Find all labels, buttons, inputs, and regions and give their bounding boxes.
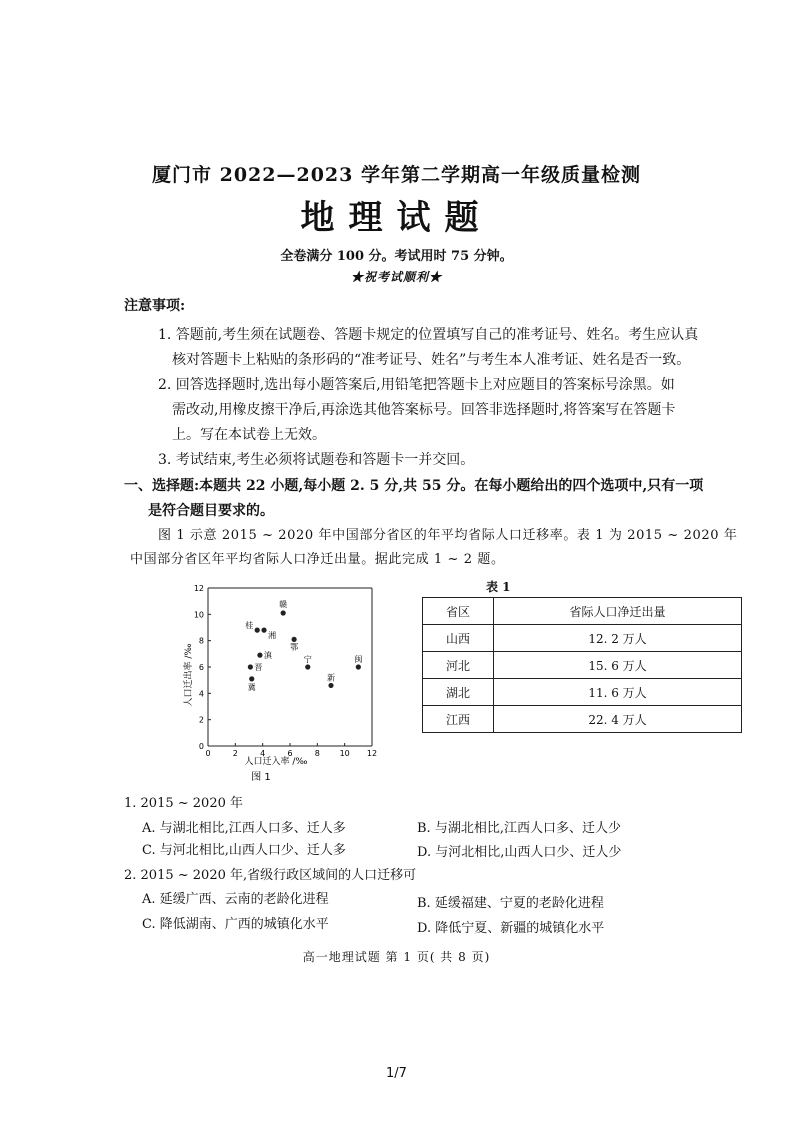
x-tick-label: 2: [232, 749, 238, 758]
point-label: 鄂: [290, 642, 299, 652]
point-label: 宁: [303, 655, 312, 664]
notice-line: 需改动,用橡皮擦干净后,再涂选其他答案标号。回答非选择题时,将答案写在答题卡: [172, 402, 676, 418]
table-cell: 河北: [423, 652, 494, 679]
good-luck-line: ★祝考试顺利★: [350, 270, 442, 284]
table-row: [423, 679, 742, 706]
table-cell: 12. 2 万人: [494, 625, 742, 652]
exam-info: 全卷满分 100 分。考试用时 75 分钟。: [280, 249, 513, 264]
notice-heading: 注意事项:: [124, 298, 186, 314]
question-1-option-a[interactable]: A. 与湖北相比,江西人口多、迁人多: [142, 821, 346, 836]
question-1-option-d[interactable]: D. 与河北相比,山西人口少、迁人少: [417, 845, 622, 860]
question-2-stem: 2. 2015 ~ 2020 年,省级行政区域间的人口迁移可: [124, 868, 417, 883]
table-header-cell: 省际人口净迁出量: [494, 598, 742, 625]
exam-title: 厦门市 2022—2023 学年第二学期高一年级质量检测: [152, 164, 641, 186]
point-label: 湘: [268, 631, 277, 641]
y-tick-label: 2: [198, 715, 204, 725]
x-tick-label: 10: [339, 749, 350, 758]
scatter-point: [248, 664, 253, 669]
section-heading-cont: 是符合题目要求的。: [148, 503, 274, 519]
y-tick-label: 6: [198, 663, 204, 672]
table-1: [422, 597, 742, 733]
y-tick-label: 12: [193, 584, 204, 593]
x-tick-label: 0: [205, 749, 211, 758]
question-2-option-c[interactable]: C. 降低湖南、广西的城镇化水平: [142, 917, 329, 932]
section-heading: 一、选择题:本题共 22 小题,每小题 2. 5 分,共 55 分。在每小题给出的四个选项中,只有一项: [124, 478, 704, 494]
scatter-point: [249, 676, 254, 681]
y-axis-label: 人口迁出率 /‰: [184, 643, 194, 707]
y-tick-label: 0: [198, 742, 204, 751]
table-cell: 江西: [423, 706, 494, 733]
figure-caption: 图 1: [251, 772, 271, 783]
table-cell: 22. 4 万人: [494, 706, 742, 733]
notice-line: 1. 答题前,考生须在试题卷、答题卡规定的位置填写自己的准考证号、姓名。考生应认真: [158, 327, 699, 343]
page-footer: 高一地理试题 第 1 页( 共 8 页): [302, 950, 491, 964]
table-cell: 山西: [423, 625, 494, 652]
question-1-option-c[interactable]: C. 与河北相比,山西人口少、迁人多: [142, 843, 346, 858]
table-header-cell: 省区: [423, 598, 494, 625]
notice-line: 上。写在本试卷上无效。: [172, 427, 326, 443]
x-axis-label: 人口迁入率 /‰: [244, 757, 308, 767]
point-label: 晋: [254, 663, 263, 672]
y-tick-label: 8: [198, 636, 204, 646]
table-header-row: [423, 598, 742, 625]
scatter-point: [328, 683, 333, 688]
notice-line: 2. 回答选择题时,选出每小题答案后,用铅笔把答题卡上对应题目的答案标号涂黑。如: [158, 377, 675, 393]
figure-1-scatter-chart: [176, 580, 396, 785]
scatter-point: [257, 653, 262, 658]
question-2-option-b[interactable]: B. 延缓福建、宁夏的老龄化进程: [417, 896, 604, 911]
question-2-option-d[interactable]: D. 降低宁夏、新疆的城镇化水平: [417, 921, 605, 936]
table-row: [423, 706, 742, 733]
scatter-point: [281, 610, 286, 615]
point-label: 赣: [279, 600, 288, 610]
table-cell: 11. 6 万人: [494, 679, 742, 706]
table-caption: 表 1: [486, 580, 511, 594]
table-row: [423, 652, 742, 679]
notice-line: 3. 考试结束,考生必须将试题卷和答题卡一并交回。: [158, 452, 475, 468]
scatter-point: [356, 664, 361, 669]
scatter-point: [255, 628, 260, 633]
table-cell: 湖北: [423, 679, 494, 706]
table-row: [423, 625, 742, 652]
scatter-point: [292, 637, 297, 642]
point-label: 桂: [245, 621, 254, 631]
pdf-page-indicator: 1/7: [386, 1066, 407, 1081]
subject-title: 地理试题: [300, 198, 493, 238]
point-label: 新: [327, 673, 335, 683]
scatter-point: [261, 628, 266, 633]
question-1-stem: 1. 2015 ~ 2020 年: [124, 796, 243, 811]
notice-line: 核对答题卡上粘贴的条形码的“准考证号、姓名”与考生本人准考证、姓名是否一致。: [172, 352, 691, 368]
question-2-option-a[interactable]: A. 延缓广西、云南的老龄化进程: [142, 892, 329, 907]
question-1-option-b[interactable]: B. 与湖北相比,江西人口多、迁人少: [417, 821, 621, 836]
point-label: 闽: [354, 655, 363, 664]
y-tick-label: 4: [198, 689, 204, 699]
y-tick-label: 10: [193, 610, 204, 620]
point-label: 滇: [263, 651, 272, 661]
x-tick-label: 6: [287, 749, 293, 758]
x-tick-label: 8: [314, 749, 320, 758]
x-tick-label: 12: [366, 749, 378, 758]
scatter-point: [305, 664, 310, 669]
question-intro-cont: 中国部分省区年平均省际人口净迁出量。据此完成 1 ~ 2 题。: [130, 552, 505, 567]
point-label: 冀: [247, 682, 256, 692]
question-intro: 图 1 示意 2015 ~ 2020 年中国部分省区的年平均省际人口迁移率。表 1 为 2015 ~ 2020 年: [158, 528, 738, 543]
x-tick-label: 4: [260, 749, 266, 758]
table-cell: 15. 6 万人: [494, 652, 742, 679]
